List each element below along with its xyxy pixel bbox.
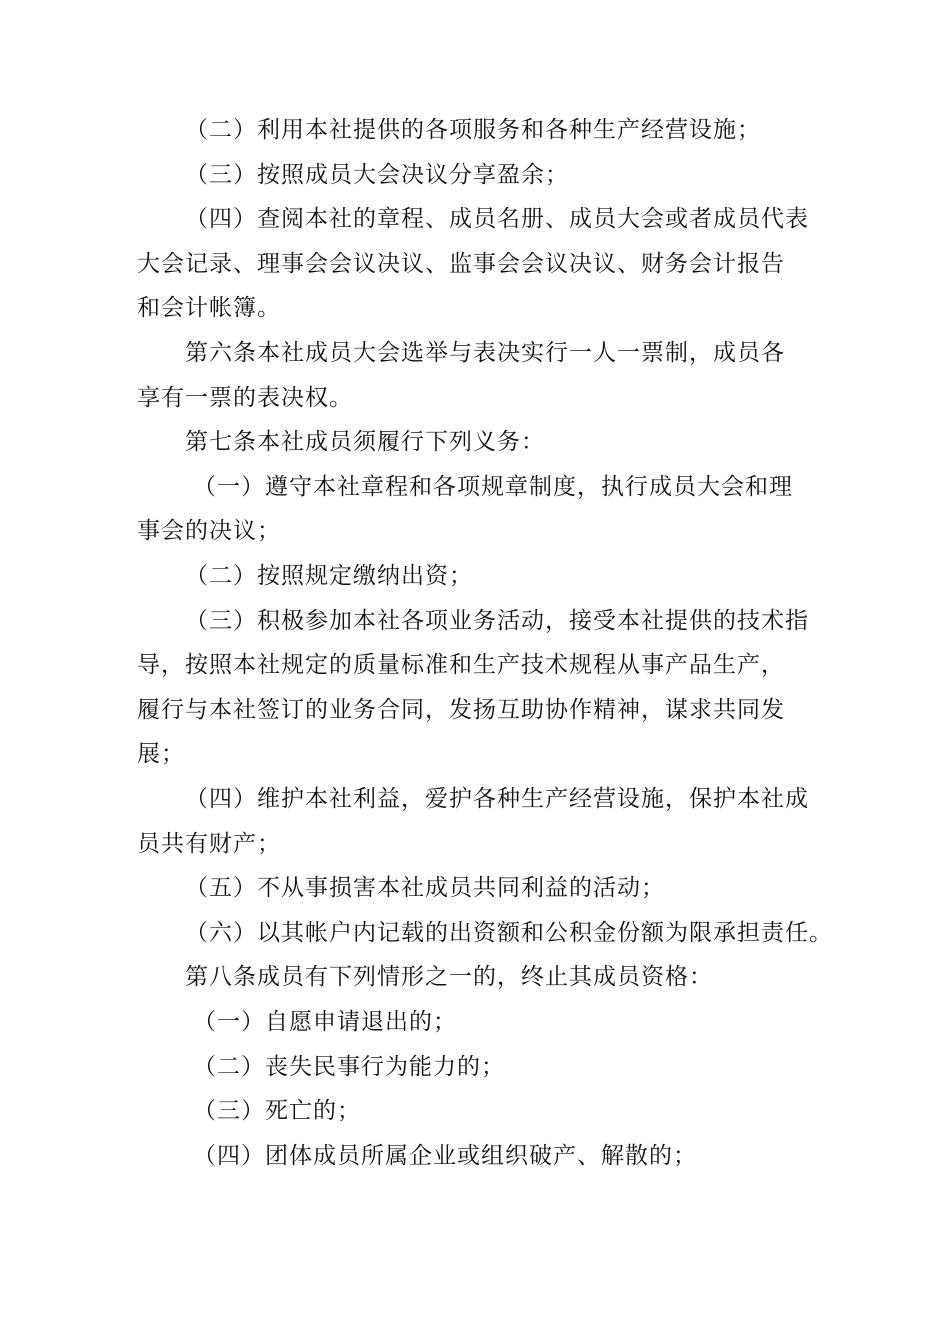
text-line: （一）遵守本社章程和各项规章制度，执行成员大会和理 [193,474,793,500]
text-line: （三）按照成员大会决议分享盈余； [185,162,569,188]
text-line: 享有一票的表决权。 [137,385,353,411]
text-line: 第八条成员有下列情形之一的，终止其成员资格： [185,964,713,990]
text-line: 导，按照本社规定的质量标准和生产技术规程从事产品生产， [137,652,785,678]
text-line: （二）按照规定缴纳出资； [185,563,473,589]
text-line: 大会记录、理事会会议决议、监事会会议决议、财务会计报告 [137,251,785,277]
text-line: （二）丧失民事行为能力的； [193,1054,505,1080]
text-line: 员共有财产； [137,831,281,857]
text-line: 和会计帐簿。 [137,295,281,321]
text-line: （四）维护本社利益，爱护各种生产经营设施，保护本社成 [185,786,809,812]
text-line: 第七条本社成员须履行下列义务： [185,429,545,455]
text-line: 展； [137,741,185,767]
text-line: （四）查阅本社的章程、成员名册、成员大会或者成员代表 [185,206,809,232]
text-line: （六）以其帐户内记载的出资额和公积金份额为限承担责任。 [185,920,833,946]
text-line: （一）自愿申请退出的； [193,1009,457,1035]
text-line: （四）团体成员所属企业或组织破产、解散的； [193,1143,697,1169]
text-line: （二）利用本社提供的各项服务和各种生产经营设施； [185,117,761,143]
text-line: 事会的决议； [137,518,281,544]
text-line: （三）死亡的； [193,1098,361,1124]
text-line: （五）不从事损害本社成员共同利益的活动； [185,875,665,901]
text-line: 履行与本社签订的业务合同，发扬互助协作精神，谋求共同发 [137,697,785,723]
text-line: （三）积极参加本社各项业务活动，接受本社提供的技术指 [185,608,809,634]
text-line: 第六条本社成员大会选举与表决实行一人一票制，成员各 [185,340,785,366]
